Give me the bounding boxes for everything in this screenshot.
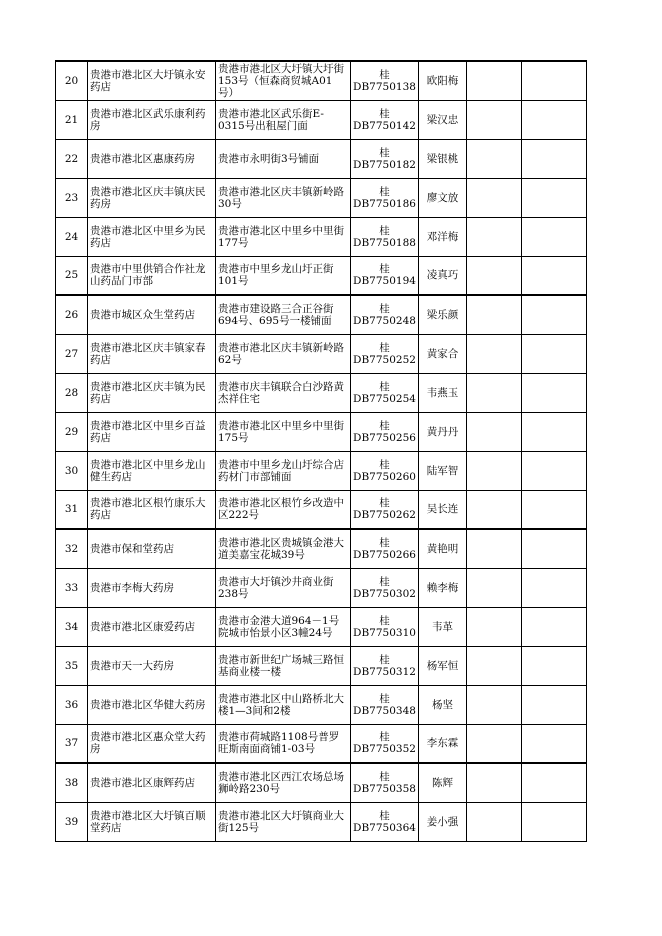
pharmacy-name: 贵港市中里供销合作社龙山药品门市部 <box>88 256 216 295</box>
table-row <box>56 256 587 295</box>
license-number: 桂DB7750364 <box>351 802 419 841</box>
pharmacy-address: 贵港市中里乡龙山圩综合店药材门市部铺面 <box>216 451 351 490</box>
table-row <box>56 412 587 451</box>
table-row <box>56 139 587 178</box>
pharmacy-address: 贵港市港北区根竹乡改造中区222号 <box>216 490 351 529</box>
pharmacy-table <box>55 60 587 842</box>
row-number: 25 <box>56 256 88 295</box>
pharmacy-address: 贵港市永明街3号铺面 <box>216 139 351 178</box>
pharmacy-name: 贵港市港北区中里乡龙山健生药店 <box>88 451 216 490</box>
row-number: 37 <box>56 724 88 763</box>
row-number: 35 <box>56 646 88 685</box>
table-row <box>56 724 587 763</box>
pharmacy-address: 贵港市大圩镇沙井商业街238号 <box>216 568 351 607</box>
license-number: 桂DB7750312 <box>351 646 419 685</box>
responsible-person: 韦燕玉 <box>419 373 467 412</box>
empty-cell <box>522 490 587 529</box>
license-number: 桂DB7750266 <box>351 529 419 568</box>
empty-cell <box>522 256 587 295</box>
empty-cell <box>522 763 587 802</box>
license-number: 桂DB7750194 <box>351 256 419 295</box>
row-number: 28 <box>56 373 88 412</box>
pharmacy-name: 贵港市港北区惠康药房 <box>88 139 216 178</box>
pharmacy-name: 贵港市港北区华健大药房 <box>88 685 216 724</box>
empty-cell <box>522 217 587 256</box>
pharmacy-address: 贵港市港北区贵城镇金港大道美嘉宝花城39号 <box>216 529 351 568</box>
pharmacy-name: 贵港市李梅大药房 <box>88 568 216 607</box>
pharmacy-name: 贵港市港北区大圩镇百顺堂药店 <box>88 802 216 841</box>
pharmacy-address: 贵港市中里乡龙山圩正街101号 <box>216 256 351 295</box>
row-number: 32 <box>56 529 88 568</box>
table-row <box>56 295 587 334</box>
empty-cell <box>467 607 522 646</box>
empty-cell <box>522 802 587 841</box>
responsible-person: 邓洋梅 <box>419 217 467 256</box>
empty-cell <box>467 802 522 841</box>
empty-cell <box>522 295 587 334</box>
responsible-person: 梁乐颜 <box>419 295 467 334</box>
empty-cell <box>522 529 587 568</box>
pharmacy-name: 贵港市港北区武乐康利药房 <box>88 100 216 139</box>
empty-cell <box>522 607 587 646</box>
pharmacy-address: 贵港市港北区大圩镇大圩街153号（恒森商贸城A01号） <box>216 61 351 100</box>
pharmacy-name: 贵港市城区众生堂药店 <box>88 295 216 334</box>
row-number: 34 <box>56 607 88 646</box>
responsible-person: 黄家合 <box>419 334 467 373</box>
empty-cell <box>467 451 522 490</box>
pharmacy-address: 贵港市港北区庆丰镇新岭路30号 <box>216 178 351 217</box>
row-number: 29 <box>56 412 88 451</box>
pharmacy-name: 贵港市港北区根竹康乐大药店 <box>88 490 216 529</box>
license-number: 桂DB7750302 <box>351 568 419 607</box>
pharmacy-address: 贵港市港北区庆丰镇新岭路62号 <box>216 334 351 373</box>
table-row <box>56 451 587 490</box>
table-row <box>56 61 587 100</box>
empty-cell <box>522 100 587 139</box>
pharmacy-name: 贵港市港北区中里乡为民药店 <box>88 217 216 256</box>
responsible-person: 陆军智 <box>419 451 467 490</box>
license-number: 桂DB7750358 <box>351 763 419 802</box>
pharmacy-name: 贵港市保和堂药店 <box>88 529 216 568</box>
table-row <box>56 646 587 685</box>
responsible-person: 姜小强 <box>419 802 467 841</box>
responsible-person: 杨军恒 <box>419 646 467 685</box>
empty-cell <box>522 685 587 724</box>
license-number: 桂DB7750254 <box>351 373 419 412</box>
empty-cell <box>522 61 587 100</box>
responsible-person: 梁银桃 <box>419 139 467 178</box>
table-row <box>56 334 587 373</box>
row-number: 38 <box>56 763 88 802</box>
empty-cell <box>522 568 587 607</box>
table-row <box>56 490 587 529</box>
row-number: 30 <box>56 451 88 490</box>
responsible-person: 黄丹丹 <box>419 412 467 451</box>
pharmacy-name: 贵港市港北区庆丰镇为民药店 <box>88 373 216 412</box>
license-number: 桂DB7750188 <box>351 217 419 256</box>
empty-cell <box>522 334 587 373</box>
table-row <box>56 802 587 841</box>
pharmacy-address: 贵港市港北区中里乡中里街175号 <box>216 412 351 451</box>
license-number: 桂DB7750352 <box>351 724 419 763</box>
empty-cell <box>467 217 522 256</box>
license-number: 桂DB7750186 <box>351 178 419 217</box>
empty-cell <box>467 685 522 724</box>
empty-cell <box>467 373 522 412</box>
responsible-person: 杨坚 <box>419 685 467 724</box>
responsible-person: 李东霖 <box>419 724 467 763</box>
row-number: 33 <box>56 568 88 607</box>
empty-cell <box>467 295 522 334</box>
empty-cell <box>467 412 522 451</box>
pharmacy-address: 贵港市荷城路1108号普罗旺斯南面商铺1-03号 <box>216 724 351 763</box>
license-number: 桂DB7750252 <box>351 334 419 373</box>
empty-cell <box>522 178 587 217</box>
empty-cell <box>467 646 522 685</box>
table-row <box>56 763 587 802</box>
empty-cell <box>467 61 522 100</box>
pharmacy-name: 贵港市港北区庆丰镇家春药店 <box>88 334 216 373</box>
empty-cell <box>467 724 522 763</box>
pharmacy-name: 贵港市港北区中里乡百益药店 <box>88 412 216 451</box>
empty-cell <box>467 256 522 295</box>
empty-cell <box>522 139 587 178</box>
row-number: 31 <box>56 490 88 529</box>
pharmacy-address: 贵港市港北区中山路桥北大楼1—3间和2楼 <box>216 685 351 724</box>
row-number: 23 <box>56 178 88 217</box>
row-number: 24 <box>56 217 88 256</box>
pharmacy-name: 贵港市港北区康爱药店 <box>88 607 216 646</box>
row-number: 39 <box>56 802 88 841</box>
empty-cell <box>522 724 587 763</box>
pharmacy-name: 贵港市天一大药房 <box>88 646 216 685</box>
pharmacy-name: 贵港市港北区惠众堂大药房 <box>88 724 216 763</box>
responsible-person: 韦革 <box>419 607 467 646</box>
pharmacy-address: 贵港市港北区大圩镇商业大街125号 <box>216 802 351 841</box>
empty-cell <box>522 451 587 490</box>
responsible-person: 欧阳梅 <box>419 61 467 100</box>
pharmacy-address: 贵港市港北区武乐街E-0315号出租屋门面 <box>216 100 351 139</box>
empty-cell <box>522 373 587 412</box>
empty-cell <box>467 139 522 178</box>
responsible-person: 黄艳明 <box>419 529 467 568</box>
license-number: 桂DB7750310 <box>351 607 419 646</box>
pharmacy-address: 贵港市建设路三合正谷街694号、695号一楼铺面 <box>216 295 351 334</box>
responsible-person: 陈辉 <box>419 763 467 802</box>
row-number: 36 <box>56 685 88 724</box>
pharmacy-address: 贵港市港北区西江农场总场狮岭路230号 <box>216 763 351 802</box>
pharmacy-name: 贵港市港北区康辉药店 <box>88 763 216 802</box>
license-number: 桂DB7750256 <box>351 412 419 451</box>
row-number: 21 <box>56 100 88 139</box>
empty-cell <box>467 178 522 217</box>
empty-cell <box>467 100 522 139</box>
empty-cell <box>467 568 522 607</box>
license-number: 桂DB7750182 <box>351 139 419 178</box>
responsible-person: 廖文放 <box>419 178 467 217</box>
pharmacy-address: 贵港市金港大道964－1号院城市怡景小区3幢24号 <box>216 607 351 646</box>
empty-cell <box>467 529 522 568</box>
pharmacy-name: 贵港市港北区庆丰镇庆民药房 <box>88 178 216 217</box>
license-number: 桂DB7750142 <box>351 100 419 139</box>
row-number: 26 <box>56 295 88 334</box>
table-row <box>56 217 587 256</box>
responsible-person: 凌真巧 <box>419 256 467 295</box>
license-number: 桂DB7750262 <box>351 490 419 529</box>
table-row <box>56 607 587 646</box>
empty-cell <box>467 334 522 373</box>
row-number: 22 <box>56 139 88 178</box>
table-row <box>56 178 587 217</box>
responsible-person: 吴长连 <box>419 490 467 529</box>
empty-cell <box>467 763 522 802</box>
pharmacy-address: 贵港市新世纪广场城三路恒基商业楼一楼 <box>216 646 351 685</box>
row-number: 20 <box>56 61 88 100</box>
license-number: 桂DB7750348 <box>351 685 419 724</box>
pharmacy-address: 贵港市庆丰镇联合白沙路黄杰祥住宅 <box>216 373 351 412</box>
responsible-person: 赖李梅 <box>419 568 467 607</box>
empty-cell <box>522 646 587 685</box>
table-row <box>56 373 587 412</box>
empty-cell <box>522 412 587 451</box>
table-row <box>56 100 587 139</box>
license-number: 桂DB7750138 <box>351 61 419 100</box>
row-number: 27 <box>56 334 88 373</box>
license-number: 桂DB7750248 <box>351 295 419 334</box>
empty-cell <box>467 490 522 529</box>
table-row <box>56 529 587 568</box>
table-row <box>56 568 587 607</box>
responsible-person: 梁汉忠 <box>419 100 467 139</box>
license-number: 桂DB7750260 <box>351 451 419 490</box>
pharmacy-name: 贵港市港北区大圩镇永安药店 <box>88 61 216 100</box>
pharmacy-address: 贵港市港北区中里乡中里街177号 <box>216 217 351 256</box>
table-row <box>56 685 587 724</box>
table-body <box>56 61 587 841</box>
